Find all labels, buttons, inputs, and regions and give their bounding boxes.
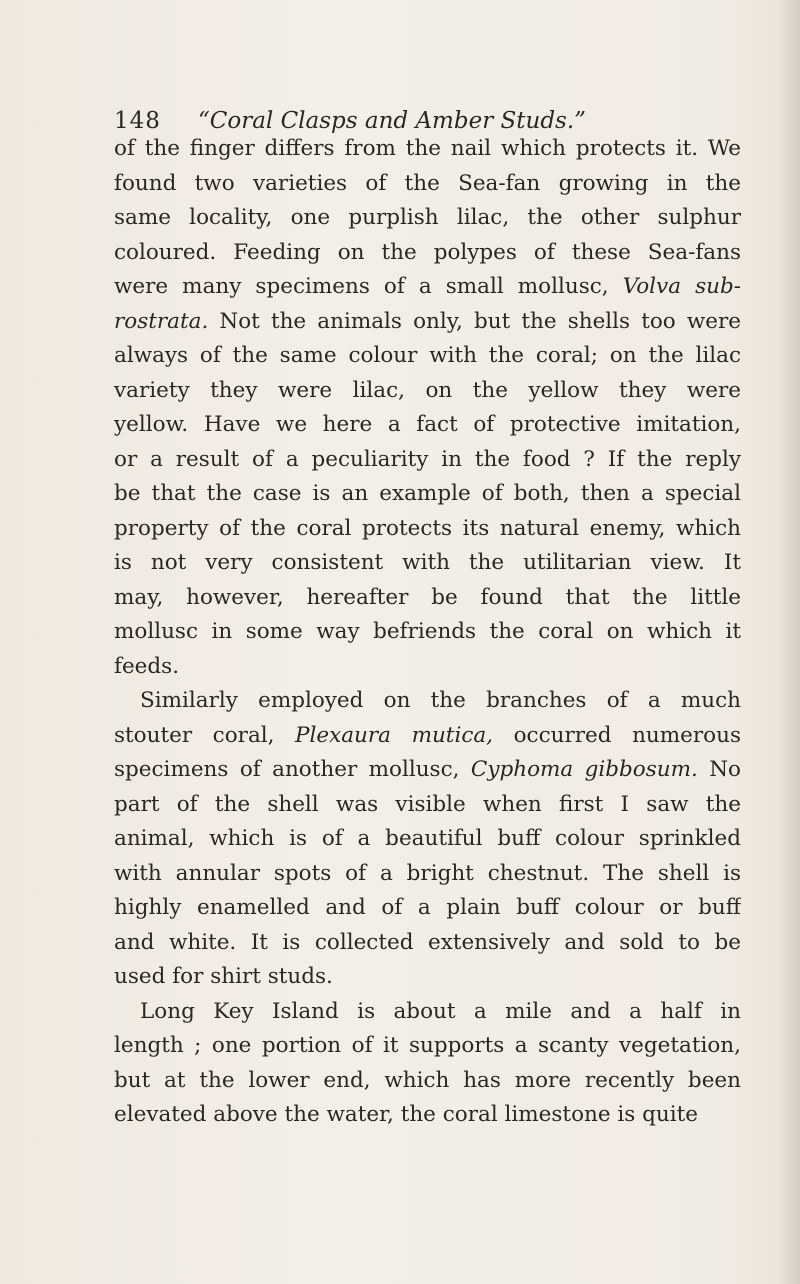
text-segment: feeds. [114, 653, 180, 679]
text-line [114, 305, 741, 340]
text-line [114, 270, 741, 305]
text-segment: be that the case is an example of both, then a special [114, 481, 741, 506]
text-segment: may, however, hereafter be found that the little [114, 584, 741, 610]
text-line [114, 1029, 741, 1064]
text-line [114, 546, 741, 581]
text-line [114, 960, 741, 995]
text-segment: property of the coral protects its natural enemy, which [114, 515, 741, 541]
text-line [114, 753, 741, 788]
text-segment: or a result of a peculiarity in the food ? If the reply [114, 446, 741, 472]
text-segment: mollusc in some way befriends the coral on which it [114, 619, 741, 644]
text-line [114, 822, 741, 857]
italic-text-segment: rostrata. [114, 308, 209, 334]
text-segment: specimens of another mollusc, [114, 757, 471, 782]
text-segment: animal, which is of a beautiful buff colour sprinkled [114, 826, 741, 851]
text-line [114, 891, 741, 926]
page-number: 148 [114, 108, 161, 134]
text-segment: highly enamelled and of a plain buff colour or buff [114, 895, 741, 920]
text-line [114, 684, 741, 719]
text-line [114, 650, 741, 685]
body-text [114, 132, 741, 1133]
text-line [114, 132, 741, 167]
text-line [114, 236, 741, 271]
text-segment: of the finger differs from the nail which protects it. We [114, 136, 741, 161]
text-line [114, 788, 741, 823]
text-segment: Long Key Island is about a mile and a half in [140, 998, 741, 1024]
text-segment: used for shirt studs. [114, 964, 333, 989]
text-segment: No [697, 757, 741, 782]
text-line [114, 1098, 741, 1133]
running-title: “Coral Clasps and Amber Studs.” [198, 108, 586, 134]
text-line [114, 167, 741, 202]
text-line [114, 339, 741, 374]
text-segment: and white. It is collected extensively and sold to be [114, 929, 741, 955]
text-line [114, 857, 741, 892]
text-line [114, 512, 741, 547]
text-line [114, 581, 741, 616]
text-line [114, 719, 741, 754]
text-segment: same locality, one purplish lilac, the other sulphur [114, 205, 741, 230]
text-segment: occurred numerous [493, 722, 741, 748]
text-segment: stouter coral, [114, 722, 296, 748]
text-line [114, 477, 741, 512]
text-line [114, 1064, 741, 1099]
italic-text-segment: Volva sub- [622, 274, 741, 299]
text-line [114, 201, 741, 236]
text-segment: Not the animals only, but the shells too were [208, 308, 741, 334]
text-segment: found two varieties of the Sea-fan growing in the [114, 170, 741, 196]
text-segment: but at the lower end, which has more recently been [114, 1067, 741, 1093]
text-line [114, 615, 741, 650]
page-edge-shadow [778, 0, 800, 1284]
text-segment: were many specimens of a small mollusc, [114, 274, 623, 299]
text-line [114, 995, 741, 1030]
italic-text-segment: Plexaura mutica, [295, 722, 494, 748]
text-segment: is not very consistent with the utilitarian view. It [114, 550, 741, 575]
text-segment: with annular spots of a bright chestnut. The shell is [114, 860, 741, 886]
text-segment: length ; one portion of it supports a scanty vegetation, [114, 1033, 741, 1058]
text-line [114, 926, 741, 961]
text-segment: yellow. Have we here a fact of protective imitation, [114, 412, 741, 437]
text-line [114, 374, 741, 409]
text-segment: part of the shell was visible when first I saw the [114, 791, 741, 817]
text-line [114, 443, 741, 478]
italic-text-segment: Cyphoma gibbosum. [470, 757, 698, 782]
text-segment: elevated above the water, the coral limestone is quite [114, 1102, 699, 1127]
text-segment: coloured. Feeding on the polypes of these Sea-fans [114, 239, 741, 265]
text-line [114, 408, 741, 443]
text-segment: always of the same colour with the coral; on the lilac [114, 343, 741, 368]
text-segment: Similarly employed on the branches of a much [140, 688, 741, 713]
text-segment: variety they were lilac, on the yellow they were [114, 377, 741, 403]
